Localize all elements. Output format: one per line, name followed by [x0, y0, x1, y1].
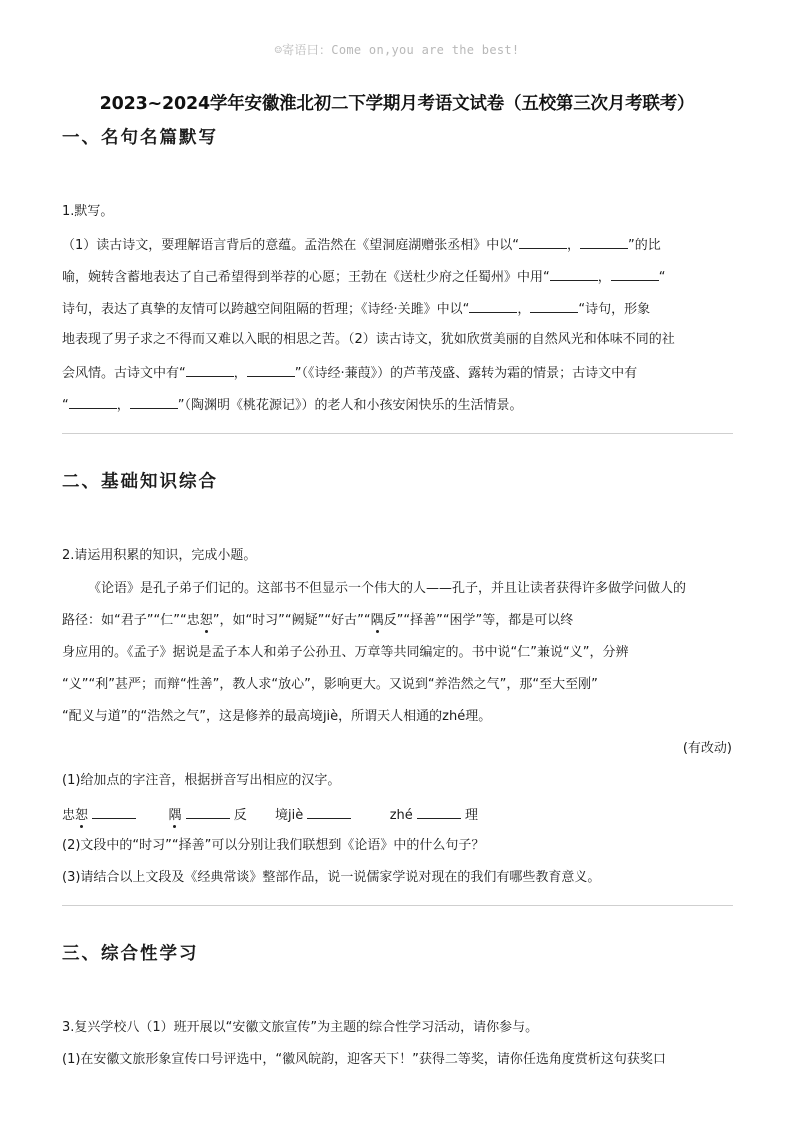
fill-pinyin: zhé — [389, 808, 413, 823]
q1-text: ”的比 — [628, 238, 661, 253]
q1-line-2 — [62, 268, 732, 286]
answer-blank[interactable] — [550, 268, 598, 281]
q1-line-3 — [62, 300, 732, 318]
q1-line-1 — [62, 236, 732, 254]
q1-text: “诗句，形象 — [578, 302, 651, 317]
q1-separator: ， — [233, 366, 247, 381]
answer-blank[interactable] — [417, 806, 461, 819]
answer-blank[interactable] — [530, 300, 578, 313]
q1-separator: ， — [597, 270, 611, 285]
q1-text: 会风情。古诗文中有“ — [62, 366, 186, 381]
answer-blank[interactable] — [69, 396, 117, 409]
q1-separator: ， — [567, 238, 581, 253]
q1-line-6 — [62, 396, 732, 414]
subquestion-2: (2)文段中的“时习”“择善”可以分别让我们联想到《论语》中的什么句子？ — [62, 838, 485, 853]
passage-line-5: “配义与道”的“浩然之气”，这是修养的最高境jiè，所谓天人相通的zhé理。 — [62, 709, 492, 724]
question-2-label: 2.请运用积累的知识，完成小题。 — [62, 548, 257, 563]
q1-separator: ， — [517, 302, 531, 317]
q1-text: 诗句，表达了真挚的友情可以跨越空间阻隔的哲理；《诗经·关雎》中以“ — [62, 302, 470, 317]
fill-char: 理 — [465, 808, 479, 823]
q1-text: “ — [62, 398, 69, 413]
answer-blank[interactable] — [519, 236, 567, 249]
adaptation-note: (有改动) — [682, 741, 732, 756]
q1-text: 喻，婉转含蓄地表达了自己希望得到举荐的心愿；王勃在《送杜少府之任蜀州》中用“ — [62, 270, 550, 285]
answer-blank[interactable] — [186, 806, 230, 819]
answer-blank[interactable] — [247, 364, 295, 377]
question-1-label: 1.默写。 — [62, 204, 114, 219]
dotted-char: 隅 — [168, 808, 182, 823]
q1-separator: ， — [116, 398, 130, 413]
answer-blank[interactable] — [307, 806, 351, 819]
q1-text: （1）读古诗文，要理解语言背后的意蕴。孟浩然在《望洞庭湖赠张丞相》中以“ — [62, 238, 520, 253]
question-3-label: 3.复兴学校八（1）班开展以“安徽文旅宣传”为主题的综合性学习活动，请你参与。 — [62, 1020, 539, 1035]
passage-line-4: “义”“利”甚严；而辩“性善”，教人求“放心”，影响更大。又说到“养浩然之气”，那“至大至刚” — [62, 677, 598, 692]
section-1-heading: 一、名句名篇默写 — [62, 128, 218, 148]
fill-char: 忠 — [62, 808, 76, 823]
answer-blank[interactable] — [186, 364, 234, 377]
q1-line-4: 地表现了男子求之不得而又难以入眠的相思之苦。（2）读古诗文，犹如欣赏美丽的自然风光和体味不同的社 — [62, 332, 675, 347]
answer-blank[interactable] — [469, 300, 517, 313]
dotted-char: 恕 — [199, 613, 213, 628]
subquestion-3: (3)请结合以上文段及《经典常谈》整部作品，说一说儒家学说对现在的我们有哪些教育意义。 — [62, 870, 601, 885]
passage-text: 反”“择善”“困学”等，都是可以终 — [383, 613, 574, 628]
section-divider — [62, 433, 733, 434]
answer-blank[interactable] — [130, 396, 178, 409]
answer-blank[interactable] — [580, 236, 628, 249]
subquestion-1: (1)给加点的字注音，根据拼音写出相应的汉字。 — [62, 773, 341, 788]
passage-line-1: 《论语》是孔子弟子们记的。这部书不但显示一个伟大的人——孔子，并且让读者获得许多做学问做人的 — [88, 581, 687, 596]
passage-text: ”，如“时习”“阙疑”“好古”“ — [212, 613, 371, 628]
fill-char: 反 — [233, 808, 247, 823]
answer-blank[interactable] — [611, 268, 659, 281]
page-title: 2023~2024学年安徽淮北初二下学期月考语文试卷（五校第三次月考联考） — [99, 94, 695, 114]
q1-line-5 — [62, 364, 732, 382]
q1-text: ”（陶渊明《桃花源记》）的老人和小孩安闲快乐的生活情景。 — [177, 398, 523, 413]
dotted-char: 恕 — [75, 808, 89, 823]
section-2-heading: 二、基础知识综合 — [62, 472, 218, 492]
fill-pinyin: 境jiè — [275, 808, 304, 823]
subquestion-3-1: (1)在安徽文旅形象宣传口号评选中，“徽风皖韵，迎客天下！”获得二等奖，请你任选角度赏析这句获奖口 — [62, 1052, 666, 1067]
q1-text: “ — [658, 270, 666, 285]
passage-line-3: 身应用的。《孟子》据说是孟子本人和弟子公孙丑、万章等共同编定的。书中说“仁”兼说“义”，分辨 — [62, 645, 629, 660]
passage-text: 路径：如“君子”“仁”“忠 — [62, 613, 200, 628]
q1-text: ”（《诗经·蒹葭》）的芦苇茂盛、露转为霜的情景；古诗文中有 — [294, 366, 638, 381]
fill-in-row — [62, 806, 732, 824]
dotted-char: 隅 — [370, 613, 384, 628]
motto-watermark: ☺寄语曰：Come on,you are the best! — [274, 43, 520, 57]
passage-line-2 — [62, 613, 732, 629]
answer-blank[interactable] — [92, 806, 136, 819]
section-divider — [62, 905, 733, 906]
section-3-heading: 三、综合性学习 — [62, 944, 199, 964]
